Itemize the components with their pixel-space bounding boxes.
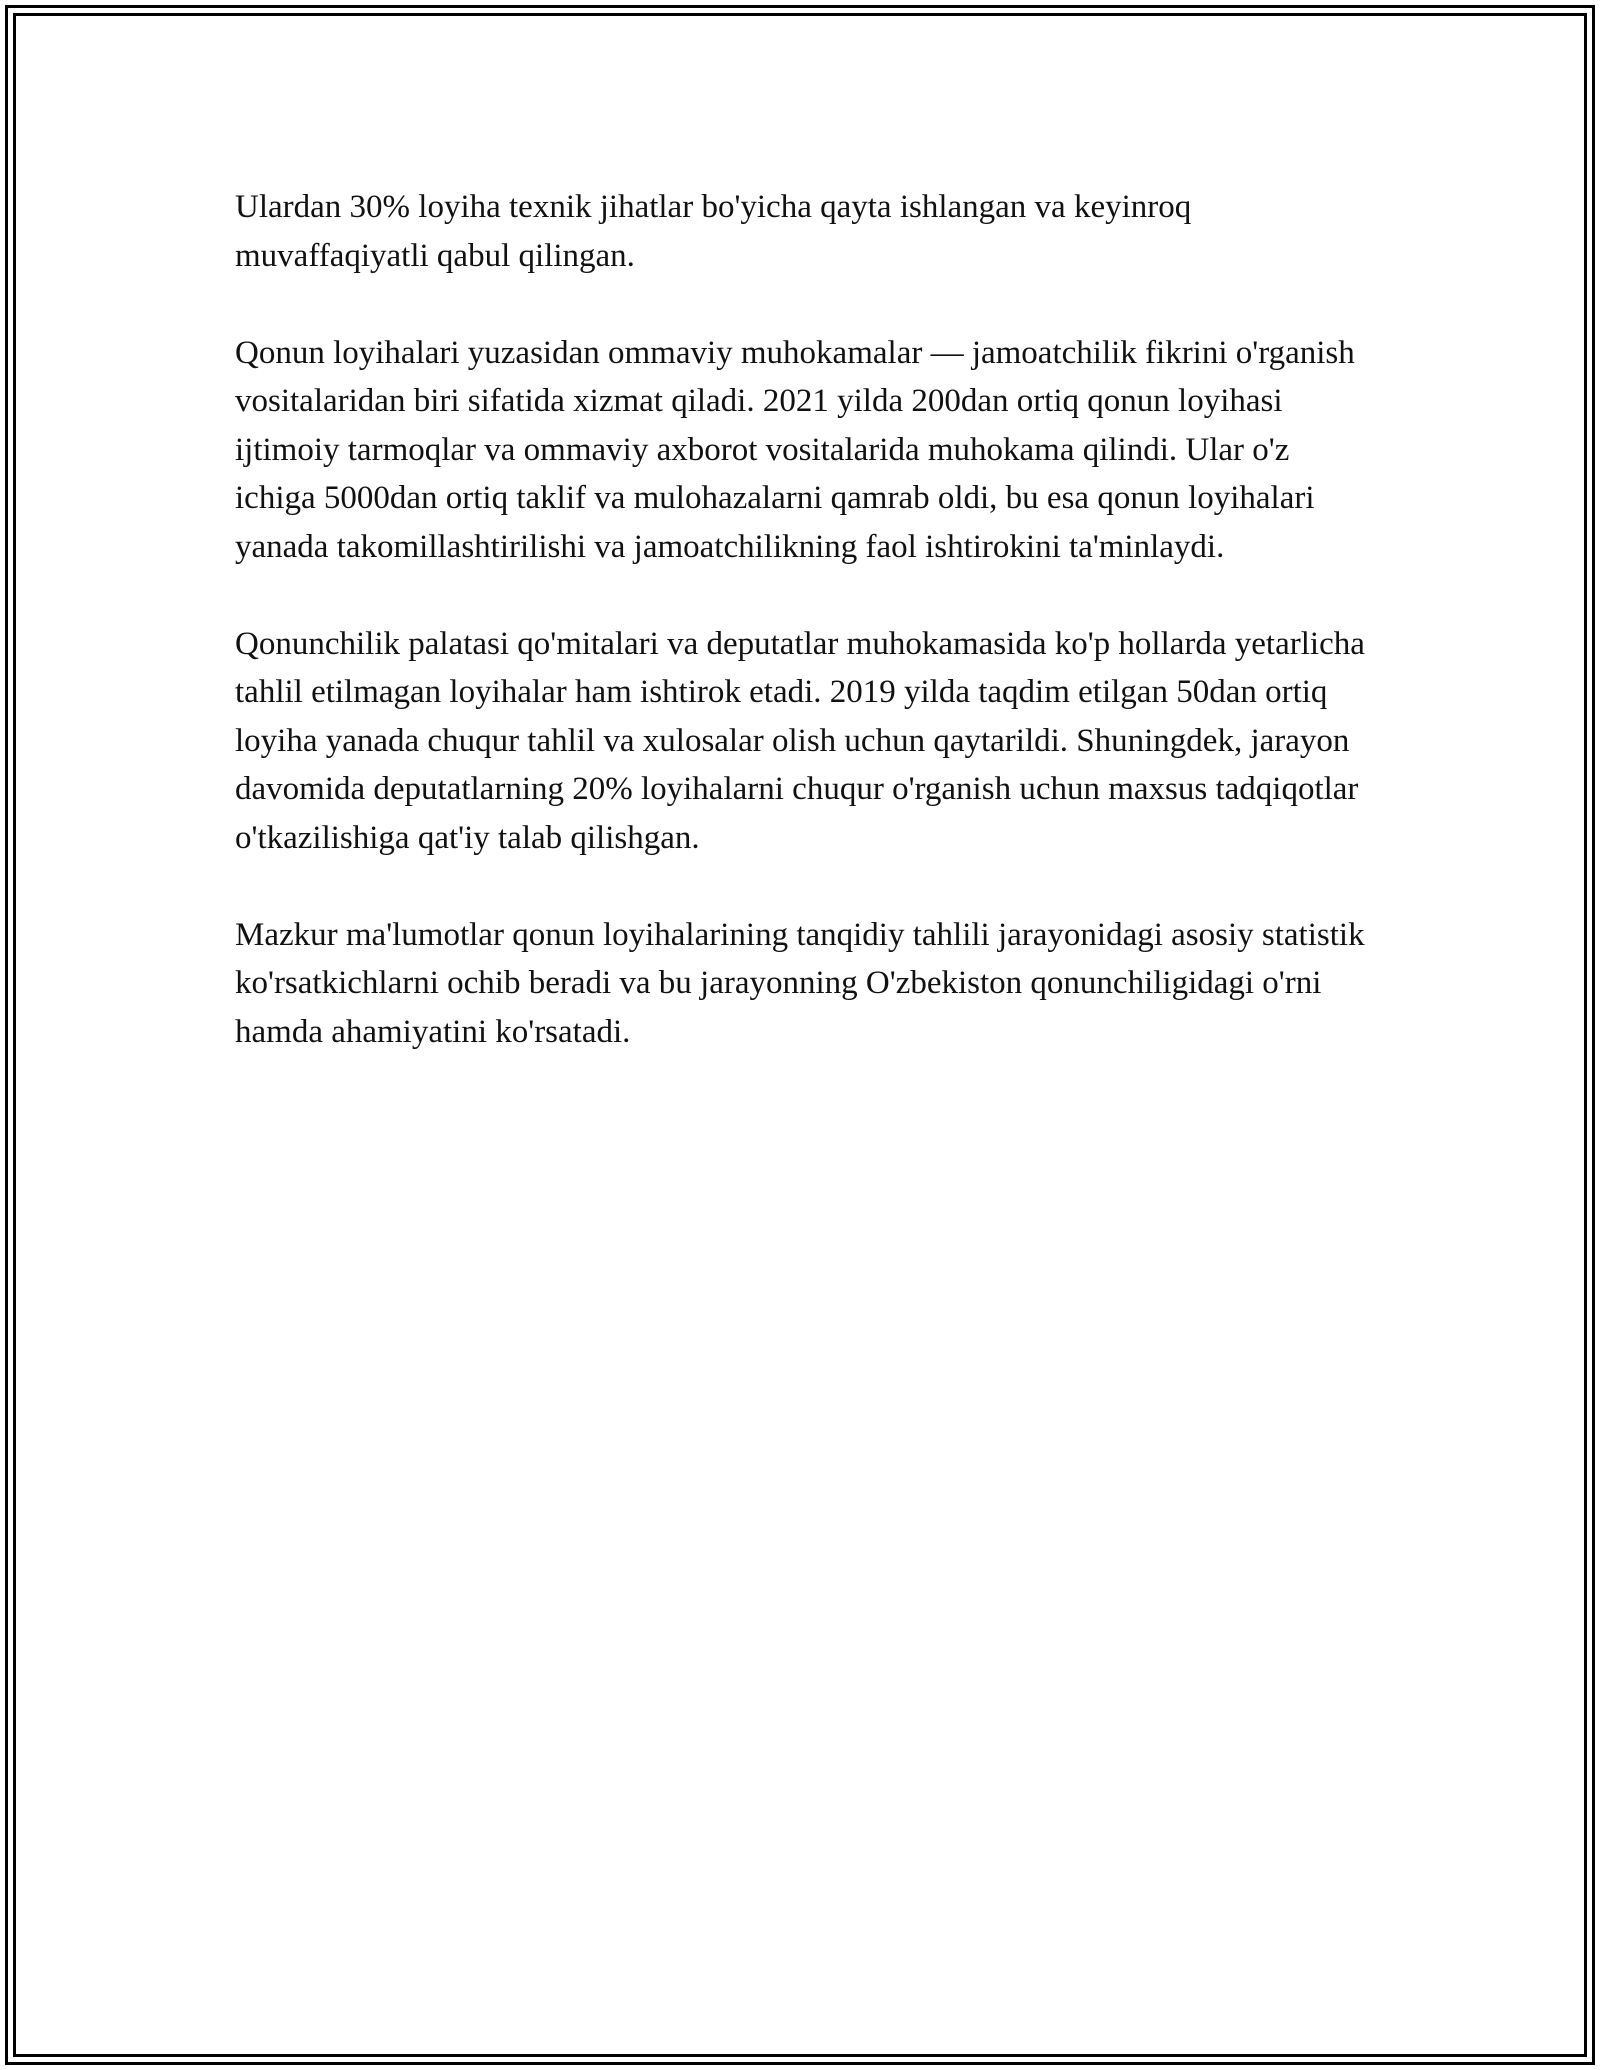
document-body [235,183,1365,1105]
paragraph-3: Qonunchilik palatasi qo'mitalari va deputatlar muhokamasida ko'p hollarda yetarlicha tahlil etilmagan loyihalar ham ishtirok etadi. 2019 yilda taqdim etilgan 50dan ortiq loyiha yanada chuqur tahlil va xulosalar olish uchun qaytarildi. Shuningdek, jarayon davomida deputatlarning 20% loyihalarni chuqur o'rganish uchun maxsus tadqiqotlar o'tkazilishiga qat'iy talab qilishgan. [235,625,1365,856]
paragraph-1: Ulardan 30% loyiha texnik jihatlar bo'yicha qayta ishlangan va keyinroq muvaffaqiyatli qabul qilingan. [235,189,1192,274]
paragraph-4: Mazkur ma'lumotlar qonun loyihalarining tanqidiy tahlili jarayonidagi asosiy statistik ko'rsatkichlarni ochib beradi va bu jarayonning O'zbekiston qonunchiligidagi o'rni hamda ahamiyatini ko'rsatadi. [235,916,1365,1050]
paragraph-2: Qonun loyihalari yuzasidan ommaviy muhokamalar — jamoatchilik fikrini o'rganish vositalaridan biri sifatida xizmat qiladi. 2021 yilda 200dan ortiq qonun loyihasi ijtimoiy tarmoqlar va ommaviy axborot vositalarida muhokama qilindi. Ular o'z ichiga 5000dan ortiq taklif va mulohazalarni qamrab oldi, bu esa qonun loyihalari yanada takomillashtirilishi va jamoatchilikning faol ishtirokini ta'minlaydi. [235,334,1355,565]
